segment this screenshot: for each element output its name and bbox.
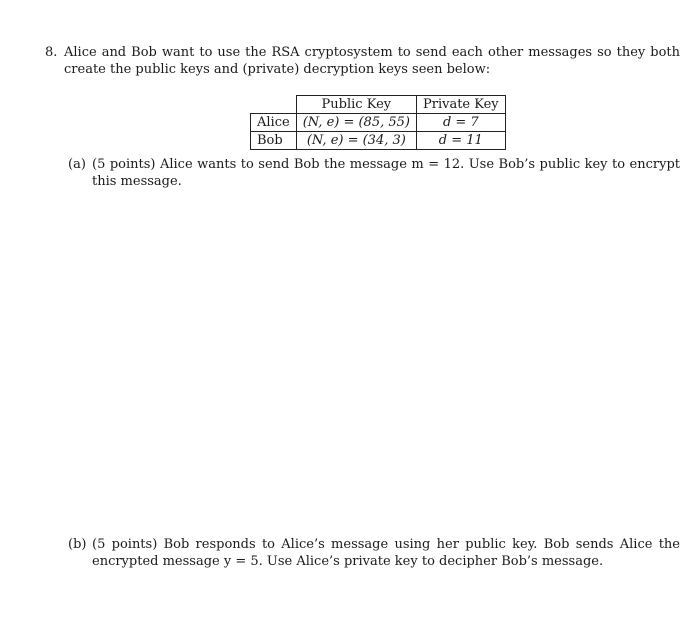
part-b-label: (b)	[68, 537, 87, 552]
header-private-key: Private Key	[416, 96, 505, 114]
key-table-row	[251, 132, 506, 150]
part-b-text: (5 points) Bob responds to Alice’s message using her public key. Bob sends Alice the encrypted message y = 5. Use Alice’s private key to decipher Bob’s message.	[92, 537, 680, 569]
part-a	[68, 156, 680, 190]
key-table-header-row	[251, 96, 506, 114]
bob-private-key: d = 11	[416, 132, 505, 150]
key-table-corner	[251, 96, 297, 114]
problem-statement: Alice and Bob want to use the RSA cryptosystem to send each other messages so they both create the public keys and (private) decryption keys seen below:	[64, 45, 680, 77]
problem-8	[45, 44, 680, 78]
part-b	[68, 536, 680, 570]
problem-number: 8.	[45, 45, 58, 60]
bob-public-key: (N, e) = (34, 3)	[296, 132, 416, 150]
alice-private-key: d = 7	[416, 114, 505, 132]
row-name-bob: Bob	[251, 132, 297, 150]
part-a-text: (5 points) Alice wants to send Bob the message m = 12. Use Bob’s public key to encrypt this message.	[92, 157, 680, 189]
key-table-row	[251, 114, 506, 132]
header-public-key: Public Key	[296, 96, 416, 114]
key-table	[250, 95, 506, 150]
row-name-alice: Alice	[251, 114, 297, 132]
part-a-label: (a)	[68, 157, 86, 172]
alice-public-key: (N, e) = (85, 55)	[296, 114, 416, 132]
